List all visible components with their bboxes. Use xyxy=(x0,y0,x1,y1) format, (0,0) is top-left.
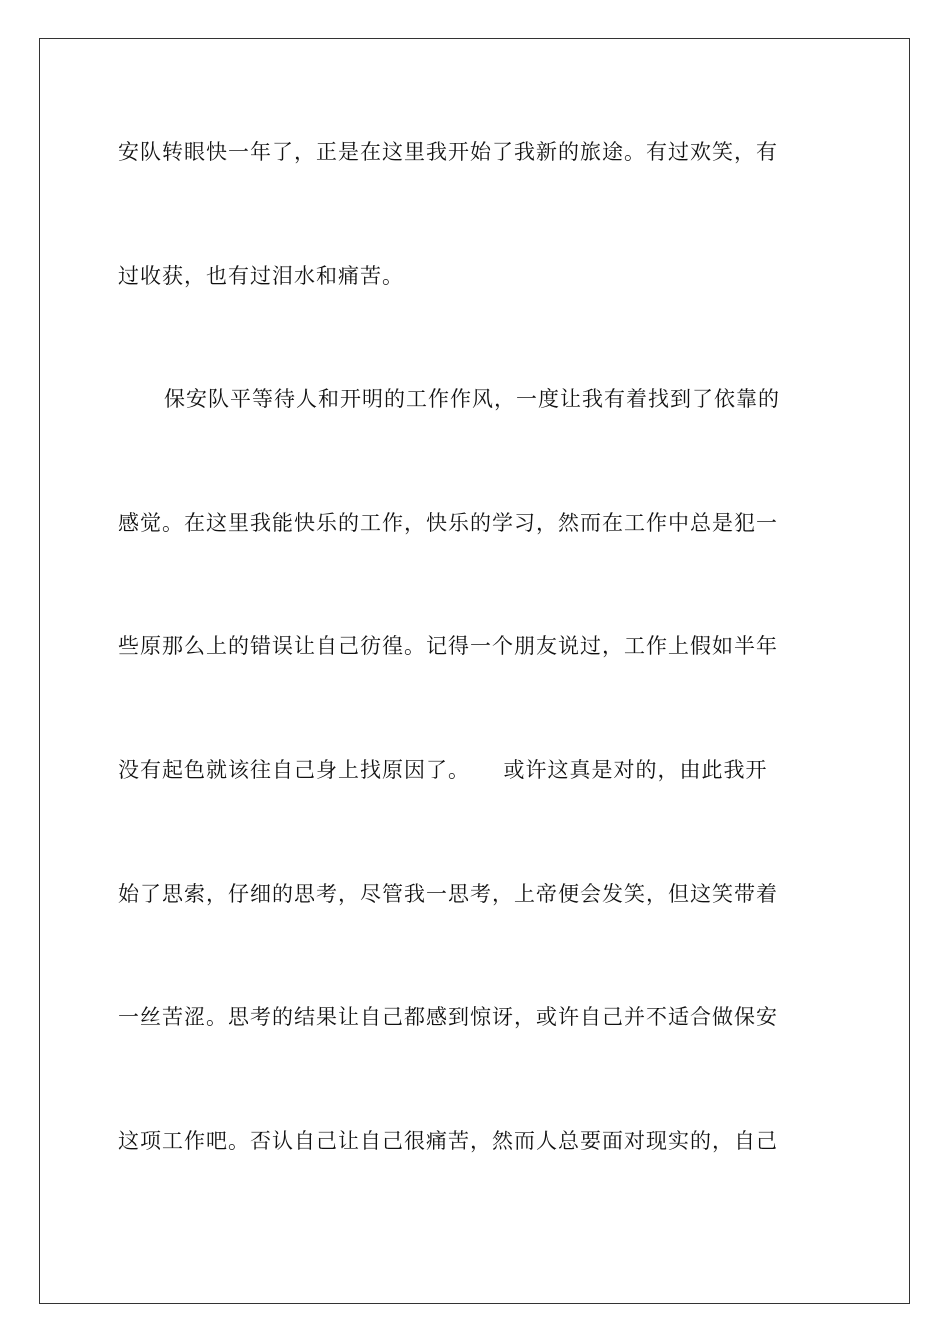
text-line-2: 过收获，也有过泪水和痛苦。 xyxy=(118,264,404,288)
text-line-7: 始了思索，仔细的思考，尽管我一思考，上帝便会发笑，但这笑带着 xyxy=(118,882,778,906)
text-line-1: 安队转眼快一年了，正是在这里我开始了我新的旅途。有过欢笑，有 xyxy=(118,140,778,164)
text-line-9: 这项工作吧。否认自己让自己很痛苦，然而人总要面对现实的，自己 xyxy=(118,1129,778,1153)
page-border xyxy=(39,38,910,1304)
text-line-5: 些原那么上的错误让自己彷徨。记得一个朋友说过，工作上假如半年 xyxy=(118,634,778,658)
text-line-4: 感觉。在这里我能快乐的工作，快乐的学习，然而在工作中总是犯一 xyxy=(118,511,778,535)
text-line-3: 保安队平等待人和开明的工作作风，一度让我有着找到了依靠的 xyxy=(164,387,780,411)
text-line-6: 没有起色就该往自己身上找原因了。 或许这真是对的，由此我开 xyxy=(118,758,768,782)
text-line-8: 一丝苦涩。思考的结果让自己都感到惊讶，或许自己并不适合做保安 xyxy=(118,1005,778,1029)
